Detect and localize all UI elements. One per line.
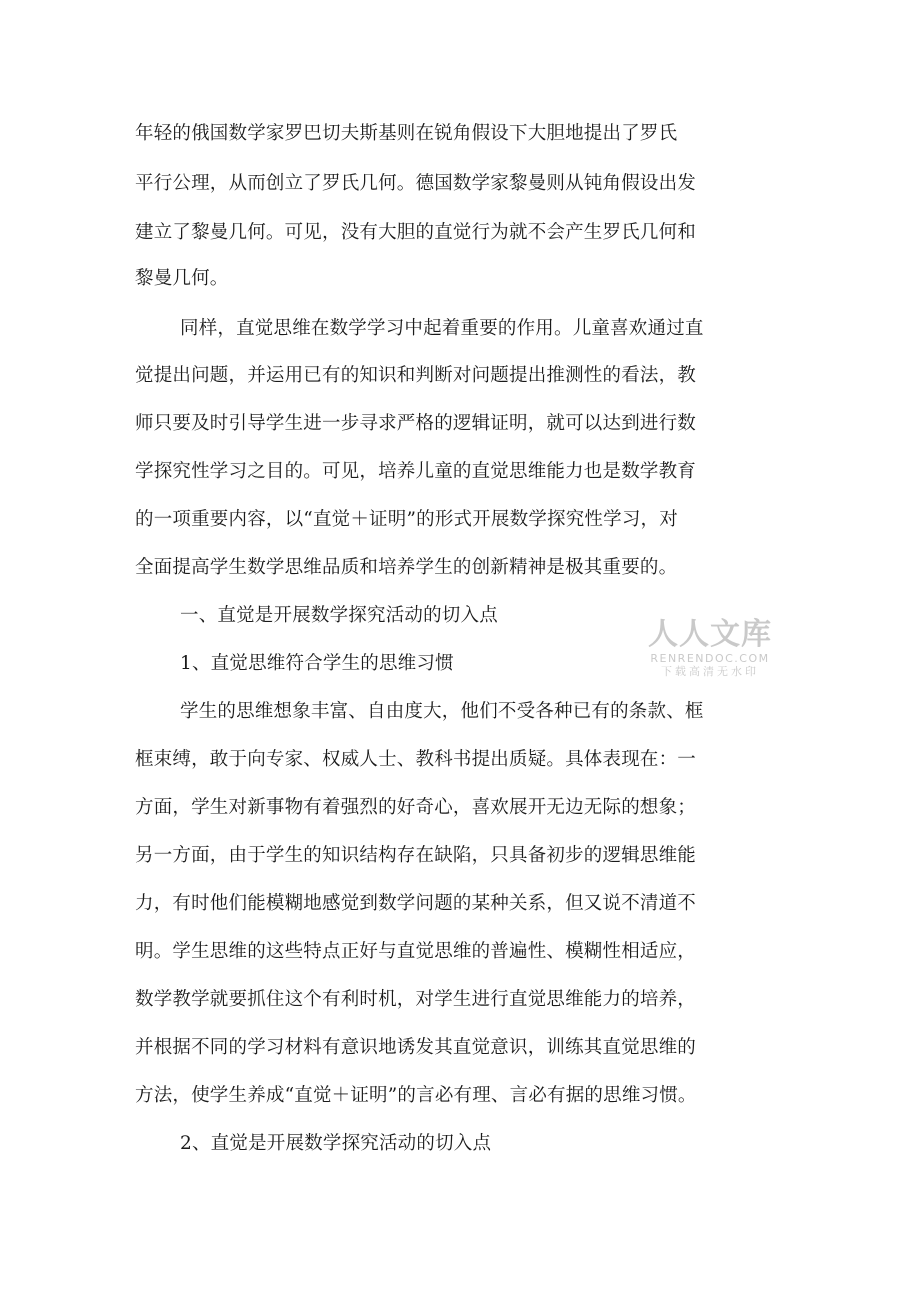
- text-line: 数学教学就要抓住这个有利时机，对学生进行直觉思维能力的培养，: [135, 989, 697, 1010]
- paragraph-first-line: 学生的思维想象丰富、自由度大，他们不受各种已有的条款、框: [180, 701, 704, 722]
- text-line: 黎曼几何。: [135, 268, 229, 289]
- text-line: 学探究性学习之目的。可见，培养儿童的直觉思维能力也是数学教育: [135, 461, 697, 482]
- section-heading: 一、直觉是开展数学探究活动的切入点: [180, 605, 498, 626]
- text-line: 年轻的俄国数学家罗巴切夫斯基则在锐角假设下大胆地提出了罗氏: [135, 123, 678, 144]
- watermark-domain: RENRENDOC.COM: [650, 652, 770, 665]
- watermark-tagline: 下载高清无水印: [661, 665, 759, 678]
- text-line: 方法，使学生养成“直觉＋证明”的言必有理、言必有据的思维习惯。: [135, 1085, 697, 1106]
- text-line: 另一方面，由于学生的知识结构存在缺陷，只具备初步的逻辑思维能: [135, 845, 697, 866]
- subsection-heading: 2、直觉是开展数学探究活动的切入点: [180, 1133, 492, 1154]
- paragraph-first-line: 同样，直觉思维在数学学习中起着重要的作用。儿童喜欢通过直: [180, 318, 704, 339]
- watermark-title: 人人文库: [648, 617, 772, 652]
- text-line: 并根据不同的学习材料有意识地诱发其直觉意识，训练其直觉思维的: [135, 1037, 697, 1058]
- text-line: 框束缚，敢于向专家、权威人士、教科书提出质疑。具体表现在：一: [135, 749, 697, 770]
- text-line: 平行公理，从而创立了罗氏几何。德国数学家黎曼则从钝角假设出发: [135, 173, 697, 194]
- text-line: 全面提高学生数学思维品质和培养学生的创新精神是极其重要的。: [135, 557, 678, 578]
- watermark-logo: [640, 618, 780, 679]
- text-line: 方面，学生对新事物有着强烈的好奇心，喜欢展开无边无际的想象；: [135, 797, 697, 818]
- text-line: 的一项重要内容，以“直觉＋证明”的形式开展数学探究性学习，对: [135, 509, 678, 530]
- text-line: 师只要及时引导学生进一步寻求严格的逻辑证明，就可以达到进行数: [135, 413, 697, 434]
- text-line: 觉提出问题，并运用已有的知识和判断对问题提出推测性的看法，教: [135, 365, 697, 386]
- text-line: 明。学生思维的这些特点正好与直觉思维的普遍性、模糊性相适应，: [135, 941, 697, 962]
- subsection-heading: 1、直觉思维符合学生的思维习惯: [180, 653, 454, 674]
- text-line: 建立了黎曼几何。可见，没有大胆的直觉行为就不会产生罗氏几何和: [135, 222, 697, 243]
- text-line: 力，有时他们能模糊地感觉到数学问题的某种关系，但又说不清道不: [135, 893, 697, 914]
